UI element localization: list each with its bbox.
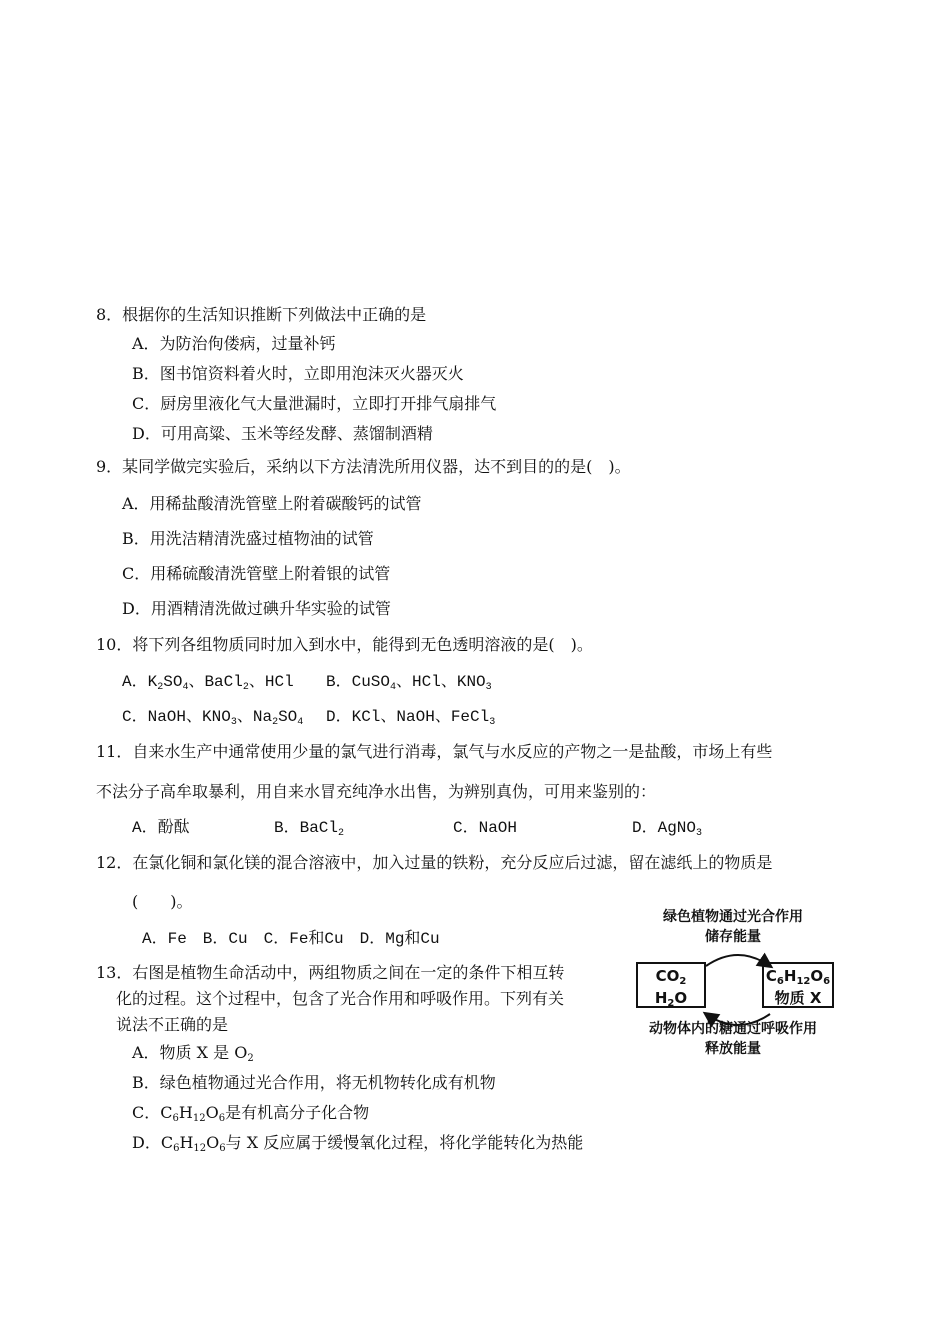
bottom-caption-line1: 动物体内的糖通过呼吸作用 [649, 1021, 817, 1037]
photosynthesis-respiration-diagram [628, 906, 838, 1058]
q8-option-c: C．厨房里液化气大量泄漏时，立即打开排气扇排气 [132, 394, 497, 413]
q13-stem-line1: 13．右图是植物生命活动中，两组物质之间在一定的条件下相互转 [96, 963, 565, 982]
q13-option-b: B．绿色植物通过光合作用，将无机物转化成有机物 [132, 1073, 496, 1092]
q10-option-b: B．CuSO$_4$、HCl、$KNO_3$ [326, 673, 492, 693]
q9-option-a: A．用稀盐酸清洗管壁上附着碳酸钙的试管 [122, 494, 422, 513]
bottom-caption-line2: 释放能量 [705, 1041, 761, 1057]
q11-option-d: D．AgNO$_3$ [632, 819, 703, 839]
q11-option-b: B．BaCl$_2$ [274, 819, 345, 839]
q8-stem: 8．根据你的生活知识推断下列做法中正确的是 [96, 305, 427, 324]
q13-option-c: C．$C_6H_{12}O_6$是有机高分子化合物 [132, 1103, 370, 1124]
products-box: $C_6H_{12}O_6$ 物质 X [762, 962, 834, 1008]
q10-option-c: C．NaOH、$KNO_3$、$Na_2SO_4$ [122, 708, 304, 728]
top-caption-line1: 绿色植物通过光合作用 [663, 909, 803, 925]
q9-option-b: B．用洗洁精清洗盛过植物油的试管 [122, 529, 374, 548]
q11-option-c: C．NaOH [453, 819, 518, 837]
q13-option-d: D．$C_6H_{12}O_6$与 X 反应属于缓慢氧化过程，将化学能转化为热能 [132, 1133, 584, 1154]
q8-option-d: D．可用高粱、玉米等经发酵、蒸馏制酒精 [132, 424, 433, 443]
top-caption-line2: 储存能量 [705, 929, 761, 945]
q9-option-c: C．用稀硫酸清洗管壁上附着银的试管 [122, 564, 391, 583]
q11-stem-line2: 不法分子高牟取暴利，用自来水冒充纯净水出售，为辨别真伪，可用来鉴别的： [96, 782, 657, 801]
q11-stem-line1: 11．自来水生产中通常使用少量的氯气进行消毒，氯气与水反应的产物之一是盐酸，市场上有些 [96, 742, 773, 761]
q12-stem-line2: ( )。 [132, 892, 193, 911]
q10-option-d: D．KCl、NaOH、FeCl$_3$ [326, 708, 496, 728]
q9-option-d: D．用酒精清洗做过碘升华实验的试管 [122, 599, 391, 618]
q10-option-a: A．$K_2SO_4$、BaCl$_2$、HCl [122, 673, 294, 693]
q10-stem: 10．将下列各组物质同时加入到水中，能得到无色透明溶液的是( )。 [96, 635, 593, 654]
q12-stem-line1: 12．在氯化铜和氯化镁的混合溶液中，加入过量的铁粉，充分反应后过滤，留在滤纸上的物质是 [96, 853, 773, 872]
q12-options: A．Fe B．Cu C．Fe和Cu D．Mg和Cu [142, 930, 440, 948]
arrow-top [706, 955, 770, 966]
q8-option-a: A．为防治佝偻病，过量补钙 [132, 334, 336, 353]
q8-option-b: B．图书馆资料着火时，立即用泡沫灭火器灭火 [132, 364, 464, 383]
q13-option-a: A．物质 X 是 $O_2$ [132, 1043, 254, 1064]
q9-stem: 9．某同学做完实验后，采纳以下方法清洗所用仪器，达不到目的的是( )。 [96, 457, 631, 476]
q13-stem-line3: 说法不正确的是 [116, 1015, 229, 1034]
q13-stem-line2: 化的过程。这个过程中，包含了光合作用和呼吸作用。下列有关 [116, 989, 565, 1008]
q11-option-a: A．酚酞 [132, 819, 190, 837]
reactants-box: $CO_2$ $H_2O$ [636, 962, 706, 1008]
